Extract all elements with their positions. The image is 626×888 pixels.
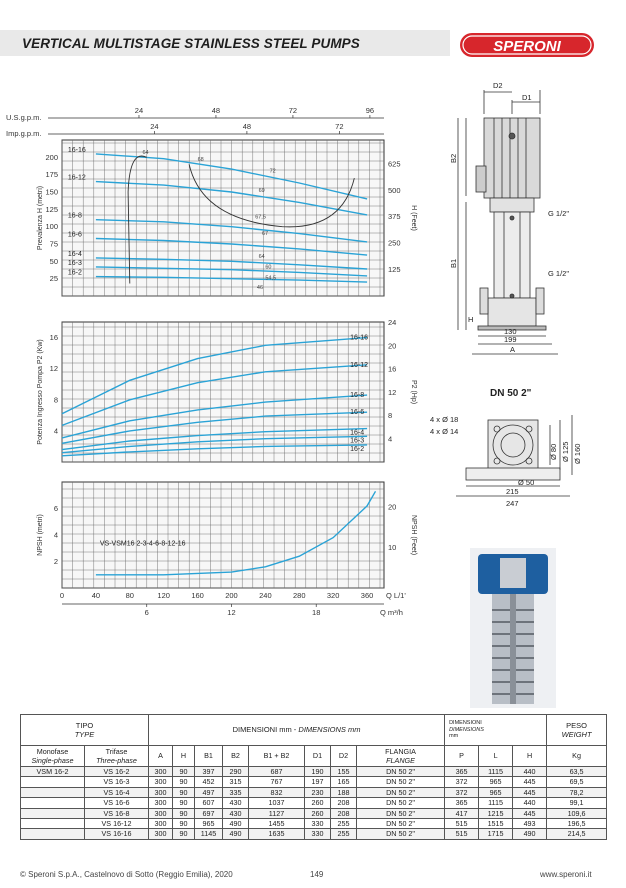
th-dimensions: DIMENSIONI mm - DIMENSIONS mm [149, 715, 445, 746]
table-cell: 1455 [249, 818, 305, 828]
table-cell: DN 50 2" [357, 767, 445, 777]
table-cell: 300 [149, 767, 173, 777]
dim-d50: Ø 50 [518, 478, 535, 487]
table-cell: 497 [195, 787, 223, 797]
table-row [21, 787, 607, 797]
table-cell: 1115 [479, 767, 513, 777]
table-cell [21, 808, 85, 818]
table-cell: 1635 [249, 829, 305, 839]
dim-130: 130 [504, 327, 517, 336]
table-cell: DN 50 2" [357, 798, 445, 808]
brand-logo [458, 30, 596, 60]
x-tick-label: 200 [225, 591, 238, 600]
th-d1: D1 [305, 746, 331, 767]
table-cell: 965 [479, 787, 513, 797]
y2-tick-label: 250 [388, 238, 401, 248]
y-axis-label: Prevalenza H (metri) [37, 185, 44, 251]
y-tick-label: 125 [45, 204, 58, 214]
top-axis2-label: Imp.g.p.m. [6, 129, 42, 138]
series-label: 16-12 [350, 361, 369, 369]
table-cell: 1515 [479, 818, 513, 828]
top-axis2-tick: 48 [242, 122, 252, 131]
table-cell: 155 [331, 767, 357, 777]
table-cell: VS 16-16 [85, 829, 149, 839]
th-kg: Kg [547, 746, 607, 767]
table-cell: 260 [305, 808, 331, 818]
table-cell: 430 [223, 798, 249, 808]
th-tipo: TIPO TYPE [21, 715, 149, 746]
table-cell: 1115 [479, 798, 513, 808]
table-cell: 493 [513, 818, 547, 828]
efficiency-label: 67 [261, 230, 269, 237]
table-cell: 607 [195, 798, 223, 808]
table-row [21, 818, 607, 828]
y-tick-label: 4 [53, 426, 58, 436]
x2-tick-label: 12 [227, 608, 236, 617]
dim-a: A [510, 345, 516, 354]
y2-tick-label: 375 [388, 212, 401, 222]
chart-1 [6, 106, 417, 296]
efficiency-label: 68 [197, 156, 204, 163]
table-cell: 1127 [249, 808, 305, 818]
top-axis1-tick: 24 [134, 106, 144, 115]
table-cell: VS 16-4 [85, 787, 149, 797]
table-cell: 397 [195, 767, 223, 777]
table-cell: 255 [331, 829, 357, 839]
table-cell: 372 [445, 777, 479, 787]
series-label: 16-6 [67, 231, 82, 239]
y-tick-label: 100 [45, 222, 58, 232]
series-label: 16-2 [67, 269, 82, 277]
table-cell: 490 [223, 829, 249, 839]
dim-d2: D2 [493, 81, 503, 90]
dim-b2: B2 [449, 153, 458, 163]
table-cell: 230 [305, 787, 331, 797]
series-label: 16-16 [350, 334, 369, 342]
table-cell: 90 [173, 818, 195, 828]
top-axis2-tick: 72 [335, 122, 344, 131]
table-cell: 197 [305, 777, 331, 787]
table-cell: 440 [513, 767, 547, 777]
dim-d160: Ø 160 [573, 443, 582, 464]
th-flangia: FLANGIA FLANGE [357, 746, 445, 767]
th-mono: Monofase Single-phase [21, 746, 85, 767]
table-cell: 165 [331, 777, 357, 787]
flange-title: DN 50 2" [490, 388, 532, 399]
table-cell: 1145 [195, 829, 223, 839]
y-tick-label: 8 [53, 395, 58, 405]
table-cell: 445 [513, 787, 547, 797]
table-cell: 300 [149, 798, 173, 808]
chart-2 [37, 318, 417, 462]
table-cell: DN 50 2" [357, 777, 445, 787]
table-cell: 417 [445, 808, 479, 818]
dim-b1: B1 [449, 258, 458, 268]
table-cell: 515 [445, 829, 479, 839]
dim-247: 247 [506, 499, 519, 508]
table-row [21, 829, 607, 839]
y-tick-label: 12 [49, 364, 58, 374]
y2-axis-label: H (Feet) [410, 205, 417, 231]
table-cell: 335 [223, 787, 249, 797]
series-label: 16-6 [350, 409, 365, 417]
table-cell: VS 16-6 [85, 798, 149, 808]
th-h: H [173, 746, 195, 767]
y2-tick-label: 10 [388, 543, 397, 553]
pump-side-drawing [448, 78, 618, 358]
table-cell: 190 [305, 767, 331, 777]
x2-tick-label: 18 [312, 608, 321, 617]
x-tick-label: 240 [259, 591, 272, 600]
y-tick-label: 175 [45, 170, 58, 180]
dim-d1: D1 [522, 93, 532, 102]
table-cell: 260 [305, 798, 331, 808]
dim-holes-14: 4 x Ø 14 [430, 427, 459, 436]
table-cell: 315 [223, 777, 249, 787]
series-label: 16-2 [350, 445, 365, 453]
table-cell: DN 50 2" [357, 787, 445, 797]
table-cell: 69,5 [547, 777, 607, 787]
table-cell: 196,5 [547, 818, 607, 828]
table-cell: 330 [305, 829, 331, 839]
table-cell: 90 [173, 787, 195, 797]
table-cell: 452 [195, 777, 223, 787]
table-cell: 440 [513, 798, 547, 808]
table-cell: 63,5 [547, 767, 607, 777]
table-cell: 90 [173, 798, 195, 808]
table-cell: VS 16-8 [85, 808, 149, 818]
y2-tick-label: 8 [388, 411, 393, 421]
table-cell: 1037 [249, 798, 305, 808]
y2-tick-label: 20 [388, 502, 397, 512]
table-cell: 214,5 [547, 829, 607, 839]
table-row [21, 808, 607, 818]
table-cell: 208 [331, 808, 357, 818]
top-axis1-tick: 96 [365, 106, 375, 115]
dim-d125: Ø 125 [561, 441, 570, 462]
x-tick-label: 280 [293, 591, 306, 600]
th-dimensions-box: DIMENSIONI DIMENSIONS mm [445, 715, 547, 746]
footer-url: www.speroni.it [540, 870, 592, 879]
table-cell: 300 [149, 808, 173, 818]
table-cell: 490 [513, 829, 547, 839]
x2-axis-label: Q m³/h [380, 608, 403, 617]
flange-drawing [420, 380, 610, 520]
table-cell: 1715 [479, 829, 513, 839]
series-label: 16-16 [67, 146, 86, 154]
efficiency-label: 64 [258, 253, 265, 260]
y2-axis-label: NPSH (Feet) [410, 514, 417, 556]
table-cell: 109,6 [547, 808, 607, 818]
table-cell: 697 [195, 808, 223, 818]
y2-tick-label: 16 [388, 364, 397, 374]
y2-axis-label: P2 (Hp) [410, 379, 417, 405]
series-label: 16-8 [350, 392, 365, 400]
series-label: 16-4 [67, 250, 82, 258]
table-cell: 965 [195, 818, 223, 828]
th-d2: D2 [331, 746, 357, 767]
dim-h: H [468, 315, 474, 324]
x-tick-label: 160 [191, 591, 204, 600]
dimensions-table [20, 714, 607, 840]
table-cell: 99,1 [547, 798, 607, 808]
efficiency-label: 64 [142, 149, 149, 156]
dim-holes-18: 4 x Ø 18 [430, 415, 459, 424]
table-cell: VS 16-2 [85, 767, 149, 777]
table-cell: 445 [513, 777, 547, 787]
y-tick-label: 25 [49, 274, 58, 284]
table-cell [21, 777, 85, 787]
pump-cutaway-photo [470, 548, 556, 708]
x-tick-label: 120 [157, 591, 170, 600]
table-cell: 430 [223, 808, 249, 818]
y-tick-label: 150 [45, 187, 58, 197]
series-label: 16-4 [350, 429, 365, 437]
th-b2: B2 [223, 746, 249, 767]
efficiency-label: 69 [258, 188, 265, 194]
table-cell: VS 16-12 [85, 818, 149, 828]
y-tick-label: 200 [45, 152, 58, 162]
table-cell: 208 [331, 798, 357, 808]
table-row [21, 798, 607, 808]
th-p: P [445, 746, 479, 767]
table-cell: 365 [445, 798, 479, 808]
y-tick-label: 4 [53, 530, 58, 540]
top-axis1-tick: 48 [211, 106, 221, 115]
table-cell: 490 [223, 818, 249, 828]
table-cell: 90 [173, 777, 195, 787]
table-row [21, 777, 607, 787]
efficiency-label: 67,5 [255, 214, 266, 221]
y2-tick-label: 20 [388, 341, 397, 351]
table-cell: 290 [223, 767, 249, 777]
table-cell [21, 818, 85, 828]
table-cell: 300 [149, 777, 173, 787]
table-cell [21, 798, 85, 808]
table-cell: 90 [173, 808, 195, 818]
page-title: VERTICAL MULTISTAGE STAINLESS STEEL PUMPS [22, 36, 360, 51]
x-tick-label: 360 [360, 591, 374, 600]
y2-tick-label: 4 [388, 434, 393, 444]
y2-tick-label: 500 [388, 185, 401, 195]
y-tick-label: 2 [53, 557, 58, 566]
table-cell: 300 [149, 787, 173, 797]
top-axis2-tick: 24 [150, 122, 159, 131]
table-row [21, 767, 607, 777]
th-a: A [149, 746, 173, 767]
efficiency-label: 54,5 [265, 275, 277, 282]
y2-tick-label: 12 [388, 387, 397, 397]
chart-3 [37, 482, 417, 617]
x2-tick-label: 6 [144, 608, 149, 617]
y2-tick-label: 625 [388, 159, 401, 169]
table-cell: VSM 16-2 [21, 767, 85, 777]
series-label: 16-3 [67, 259, 82, 267]
table-cell: 255 [331, 818, 357, 828]
th-peso: PESO WEIGHT [547, 715, 607, 746]
y2-tick-label: 24 [388, 318, 397, 328]
dim-d80: Ø 80 [549, 443, 558, 460]
table-cell: 300 [149, 829, 173, 839]
table-cell: 300 [149, 818, 173, 828]
dim-215: 215 [506, 487, 519, 496]
table-cell: 445 [513, 808, 547, 818]
table-cell: 832 [249, 787, 305, 797]
brand-name: SPERONI [493, 38, 561, 55]
table-cell: DN 50 2" [357, 818, 445, 828]
x-tick-label: 80 [125, 591, 134, 600]
th-l: L [479, 746, 513, 767]
table-cell: 767 [249, 777, 305, 787]
table-cell: 188 [331, 787, 357, 797]
table-cell: 515 [445, 818, 479, 828]
top-axis1-label: U.S.g.p.m. [6, 113, 42, 122]
y-tick-label: 50 [49, 256, 58, 266]
dim-g-top: G 1/2" [548, 209, 570, 218]
top-axis1-tick: 72 [288, 106, 298, 115]
table-cell: DN 50 2" [357, 829, 445, 839]
x-axis-label: Q L/1' [386, 591, 406, 600]
y2-tick-label: 125 [388, 265, 401, 275]
series-label: VS-VSM16 2-3-4-6-8-12-16 [99, 540, 186, 548]
table-cell: 365 [445, 767, 479, 777]
footer-copyright: © Speroni S.p.A., Castelnovo di Sotto (Reggio Emilia), 2020 [20, 870, 233, 879]
y-tick-label: 6 [53, 504, 58, 513]
dim-199: 199 [504, 335, 517, 344]
table-cell: DN 50 2" [357, 808, 445, 818]
table-cell: 1215 [479, 808, 513, 818]
table-cell: 372 [445, 787, 479, 797]
y-axis-label: NPSH (metri) [37, 514, 44, 556]
table-cell: 90 [173, 829, 195, 839]
table-cell: VS 16-3 [85, 777, 149, 787]
table-cell: 330 [305, 818, 331, 828]
table-cell: 687 [249, 767, 305, 777]
y-tick-label: 16 [49, 333, 58, 343]
y-axis-label: Potenza Ingresso Pompa P2 (Kw) [37, 339, 44, 445]
table-cell: 90 [173, 767, 195, 777]
x-tick-label: 320 [326, 591, 340, 600]
dim-g-bottom: G 1/2" [548, 269, 570, 278]
series-label: 16-8 [67, 212, 82, 220]
table-cell [21, 829, 85, 839]
performance-charts [0, 100, 460, 620]
table-cell [21, 787, 85, 797]
series-label: 16-3 [350, 437, 365, 445]
x-tick-label: 40 [91, 591, 101, 600]
header-bar [0, 30, 450, 56]
table-cell: 965 [479, 777, 513, 787]
efficiency-label: 72 [269, 168, 276, 175]
table-cell: 78,2 [547, 787, 607, 797]
th-b1: B1 [195, 746, 223, 767]
th-tri: Trifase Three-phase [85, 746, 149, 767]
efficiency-label: 60 [265, 264, 272, 271]
series-label: 16-12 [67, 174, 86, 182]
th-h2: H [513, 746, 547, 767]
footer-page: 149 [310, 870, 324, 879]
efficiency-label: 46 [256, 285, 264, 292]
th-b1b2: B1 + B2 [249, 746, 305, 767]
y-tick-label: 75 [49, 239, 58, 249]
x-tick-label: 0 [59, 591, 65, 600]
